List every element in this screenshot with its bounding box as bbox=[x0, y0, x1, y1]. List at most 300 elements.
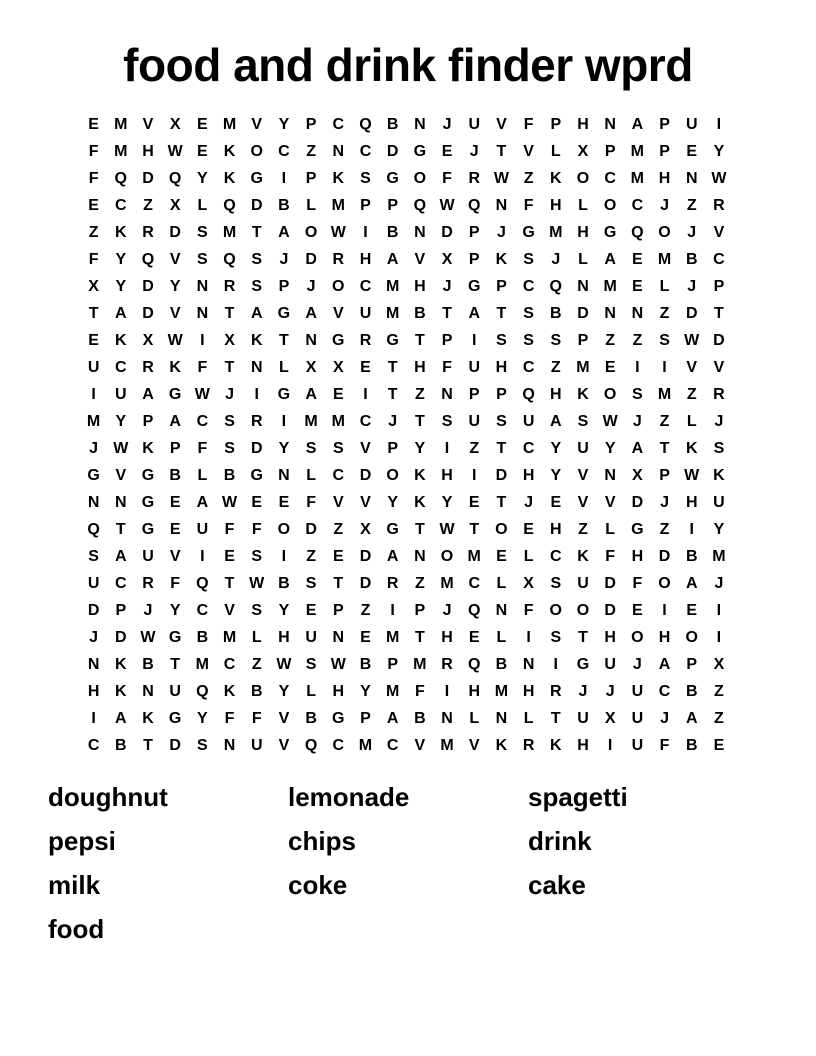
grid-letter: T bbox=[224, 359, 235, 376]
grid-letter: V bbox=[115, 467, 127, 484]
grid-letter: S bbox=[305, 575, 317, 592]
grid-letter: M bbox=[494, 683, 509, 700]
grid-letter: V bbox=[169, 548, 181, 565]
grid-letter: M bbox=[114, 143, 128, 160]
grid-letter: U bbox=[115, 386, 127, 403]
word-item: pepsi bbox=[48, 826, 116, 856]
grid-letter: U bbox=[713, 494, 725, 511]
grid-letter: B bbox=[278, 575, 290, 592]
grid-letter: E bbox=[251, 494, 263, 511]
grid-letter: I bbox=[444, 440, 450, 457]
grid-letter: S bbox=[496, 332, 507, 349]
grid-letter: I bbox=[200, 332, 205, 349]
grid-letter: N bbox=[196, 278, 209, 295]
grid-letter: S bbox=[251, 251, 263, 268]
grid-row bbox=[80, 327, 733, 354]
grid-letter: D bbox=[359, 575, 372, 592]
grid-letter: B bbox=[278, 197, 290, 214]
grid-letter: A bbox=[685, 575, 698, 592]
grid-letter: G bbox=[141, 467, 155, 484]
grid-letter: U bbox=[631, 737, 644, 754]
grid-letter: P bbox=[468, 386, 480, 403]
grid-letter: R bbox=[142, 224, 154, 241]
grid-letter: Y bbox=[115, 278, 127, 295]
grid-letter: D bbox=[305, 251, 317, 268]
grid-letter: G bbox=[522, 224, 535, 241]
grid-letter: Y bbox=[713, 521, 725, 538]
grid-letter: K bbox=[577, 386, 589, 403]
grid-letter: F bbox=[88, 143, 99, 160]
grid-letter: Z bbox=[360, 602, 371, 619]
grid-letter: P bbox=[305, 116, 317, 133]
grid-letter: O bbox=[495, 521, 508, 538]
grid-letter: A bbox=[169, 413, 181, 430]
grid-letter: J bbox=[89, 629, 99, 646]
grid-letter: B bbox=[115, 737, 127, 754]
grid-letter: F bbox=[523, 116, 534, 133]
grid-letter: Q bbox=[87, 521, 100, 538]
grid-letter: J bbox=[388, 413, 398, 430]
grid-letter: O bbox=[658, 224, 671, 241]
grid-letter: A bbox=[468, 305, 480, 322]
grid-letter: C bbox=[115, 575, 127, 592]
grid-letter: E bbox=[686, 143, 698, 160]
grid-letter: S bbox=[197, 251, 208, 268]
grid-letter: X bbox=[169, 116, 181, 133]
grid-letter: V bbox=[332, 494, 344, 511]
word-item: coke bbox=[288, 870, 348, 900]
grid-letter: E bbox=[686, 602, 698, 619]
grid-letter: T bbox=[224, 575, 235, 592]
grid-letter: E bbox=[332, 548, 344, 565]
grid-letter: T bbox=[88, 305, 99, 322]
grid-letter: S bbox=[523, 251, 534, 268]
grid-letter: W bbox=[194, 386, 210, 403]
grid-letter: B bbox=[169, 467, 181, 484]
grid-letter: L bbox=[251, 629, 262, 646]
grid-letter: B bbox=[142, 656, 154, 673]
grid-letter: I bbox=[254, 386, 259, 403]
grid-letter: O bbox=[603, 197, 617, 214]
grid-letter: Z bbox=[578, 521, 588, 538]
grid-letter: A bbox=[386, 548, 399, 565]
grid-letter: M bbox=[549, 224, 563, 241]
grid-letter: O bbox=[603, 386, 617, 403]
grid-letter: J bbox=[714, 413, 724, 430]
grid-letter: L bbox=[659, 278, 670, 295]
grid-letter: D bbox=[115, 629, 127, 646]
grid-letter: J bbox=[632, 656, 642, 673]
grid-letter: H bbox=[658, 170, 671, 187]
grid-letter: V bbox=[577, 494, 589, 511]
grid-letter: T bbox=[387, 359, 398, 376]
grid-letter: V bbox=[468, 737, 480, 754]
grid-letter: J bbox=[660, 494, 669, 511]
grid-letter: I bbox=[471, 332, 477, 349]
grid-row bbox=[80, 219, 733, 246]
grid-letter: D bbox=[631, 494, 644, 511]
grid-letter: O bbox=[576, 602, 590, 619]
grid-letter: U bbox=[604, 656, 616, 673]
grid-letter: H bbox=[87, 683, 100, 700]
word-list-column-2 bbox=[288, 775, 528, 951]
grid-letter: T bbox=[414, 521, 425, 538]
grid-letter: D bbox=[305, 521, 317, 538]
grid-letter: F bbox=[251, 710, 262, 727]
word-item: lemonade bbox=[288, 782, 410, 812]
word-item: drink bbox=[528, 826, 592, 856]
grid-letter: X bbox=[169, 197, 181, 214]
grid-letter: K bbox=[115, 683, 127, 700]
grid-letter: F bbox=[170, 575, 181, 592]
grid-letter: I bbox=[662, 359, 667, 376]
grid-letter: F bbox=[414, 683, 425, 700]
grid-letter: H bbox=[550, 386, 562, 403]
grid-letter: I bbox=[281, 170, 287, 187]
grid-letter: J bbox=[632, 413, 642, 430]
grid-letter: C bbox=[359, 413, 372, 430]
grid-letter: O bbox=[658, 575, 671, 592]
grid-row bbox=[80, 111, 733, 138]
grid-letter: H bbox=[441, 629, 453, 646]
grid-letter: U bbox=[196, 521, 209, 538]
grid-letter: T bbox=[714, 305, 724, 322]
grid-letter: J bbox=[605, 683, 615, 700]
grid-letter: P bbox=[496, 278, 507, 295]
grid-letter: B bbox=[495, 656, 508, 673]
grid-letter: T bbox=[496, 305, 507, 322]
grid-letter: Y bbox=[550, 467, 562, 484]
grid-letter: O bbox=[631, 629, 644, 646]
grid-letter: P bbox=[387, 197, 398, 214]
grid-letter: G bbox=[467, 278, 481, 295]
grid-letter: W bbox=[167, 332, 183, 349]
grid-letter: Z bbox=[88, 224, 99, 241]
grid-letter: J bbox=[524, 494, 534, 511]
grid-letter: T bbox=[224, 305, 235, 322]
grid-letter: J bbox=[714, 575, 724, 592]
grid-letter: G bbox=[87, 467, 100, 484]
grid-letter: Y bbox=[278, 440, 290, 457]
grid-letter: D bbox=[604, 575, 616, 592]
grid-letter: J bbox=[469, 143, 479, 160]
grid-letter: W bbox=[221, 494, 238, 511]
grid-letter: M bbox=[657, 386, 672, 403]
grid-letter: I bbox=[689, 521, 694, 538]
grid-letter: Z bbox=[659, 413, 670, 430]
grid-letter: T bbox=[333, 575, 344, 592]
grid-letter: P bbox=[360, 710, 371, 727]
grid-letter: F bbox=[224, 710, 235, 727]
grid-letter: S bbox=[550, 575, 562, 592]
grid-letter: Y bbox=[197, 170, 208, 187]
grid-letter: T bbox=[496, 494, 507, 511]
grid-letter: W bbox=[249, 575, 265, 592]
grid-letter: M bbox=[358, 737, 373, 754]
grid-letter: B bbox=[250, 683, 263, 700]
grid-letter: I bbox=[553, 656, 558, 673]
grid-letter: N bbox=[495, 197, 508, 214]
grid-letter: S bbox=[632, 386, 643, 403]
grid-letter: H bbox=[550, 197, 562, 214]
grid-letter: S bbox=[550, 629, 562, 646]
grid-letter: P bbox=[115, 602, 127, 619]
grid-letter: V bbox=[713, 359, 725, 376]
grid-letter: S bbox=[550, 332, 562, 349]
word-item: milk bbox=[48, 870, 101, 900]
grid-letter: S bbox=[224, 413, 235, 430]
grid-letter: H bbox=[604, 629, 616, 646]
grid-letter: Z bbox=[143, 197, 153, 214]
grid-letter: Y bbox=[197, 710, 208, 727]
grid-letter: E bbox=[360, 359, 371, 376]
grid-row bbox=[80, 543, 733, 570]
grid-letter: J bbox=[660, 710, 669, 727]
grid-letter: I bbox=[471, 467, 477, 484]
grid-letter: B bbox=[685, 251, 698, 268]
grid-letter: L bbox=[306, 197, 316, 214]
grid-letter: I bbox=[281, 413, 287, 430]
grid-letter: P bbox=[332, 602, 344, 619]
grid-letter: C bbox=[359, 278, 372, 295]
grid-letter: S bbox=[577, 413, 589, 430]
grid-letter: N bbox=[332, 143, 345, 160]
grid-letter: F bbox=[523, 602, 534, 619]
grid-letter: C bbox=[332, 467, 345, 484]
grid-letter: S bbox=[659, 332, 670, 349]
grid-row bbox=[80, 408, 733, 435]
grid-letter: U bbox=[577, 710, 589, 727]
grid-letter: K bbox=[414, 467, 426, 484]
grid-letter: C bbox=[196, 602, 209, 619]
grid-letter: L bbox=[523, 710, 534, 727]
grid-letter: K bbox=[142, 710, 154, 727]
grid-letter: L bbox=[550, 143, 561, 160]
grid-letter: K bbox=[495, 737, 508, 754]
grid-letter: U bbox=[169, 683, 181, 700]
grid-letter: P bbox=[142, 413, 154, 430]
grid-letter: V bbox=[414, 737, 426, 754]
grid-letter: N bbox=[577, 278, 589, 295]
grid-letter: H bbox=[522, 683, 535, 700]
grid-letter: A bbox=[685, 710, 698, 727]
grid-letter: R bbox=[359, 332, 372, 349]
grid-letter: M bbox=[86, 413, 101, 430]
grid-row bbox=[80, 651, 733, 678]
grid-letter: W bbox=[113, 440, 129, 457]
grid-letter: V bbox=[686, 359, 698, 376]
grid-letter: M bbox=[222, 629, 237, 646]
grid-letter: E bbox=[88, 197, 99, 214]
grid-letter: W bbox=[493, 170, 509, 187]
grid-letter: K bbox=[332, 170, 345, 187]
grid-letter: M bbox=[114, 116, 128, 133]
grid-letter: P bbox=[496, 386, 507, 403]
grid-letter: U bbox=[577, 440, 589, 457]
grid-letter: E bbox=[224, 548, 235, 565]
grid-letter: S bbox=[441, 413, 453, 430]
grid-letter: D bbox=[386, 143, 399, 160]
grid-letter: S bbox=[224, 440, 235, 457]
grid-letter: T bbox=[115, 521, 126, 538]
grid-letter: L bbox=[578, 197, 588, 214]
grid-letter: G bbox=[168, 629, 182, 646]
grid-letter: R bbox=[250, 413, 263, 430]
grid-letter: K bbox=[169, 359, 181, 376]
grid-letter: C bbox=[332, 737, 345, 754]
grid-letter: Z bbox=[523, 170, 534, 187]
grid-letter: I bbox=[716, 629, 722, 646]
grid-letter: F bbox=[306, 494, 316, 511]
grid-letter: R bbox=[142, 359, 154, 376]
grid-letter: X bbox=[577, 143, 589, 160]
grid-letter: B bbox=[685, 548, 698, 565]
grid-letter: W bbox=[140, 629, 156, 646]
grid-letter: G bbox=[386, 521, 399, 538]
grid-letter: K bbox=[115, 224, 127, 241]
grid-letter: P bbox=[305, 170, 317, 187]
grid-letter: Y bbox=[115, 251, 127, 268]
grid-letter: C bbox=[87, 737, 100, 754]
grid-letter: H bbox=[685, 494, 698, 511]
grid-letter: B bbox=[685, 683, 698, 700]
grid-letter: W bbox=[684, 332, 700, 349]
grid-letter: I bbox=[662, 602, 667, 619]
grid-letter: C bbox=[223, 656, 236, 673]
grid-letter: C bbox=[658, 683, 671, 700]
grid-letter: A bbox=[142, 386, 154, 403]
grid-letter: C bbox=[604, 170, 616, 187]
grid-letter: D bbox=[441, 224, 453, 241]
grid-letter: K bbox=[223, 683, 236, 700]
grid-letter: L bbox=[469, 710, 480, 727]
grid-letter: Y bbox=[115, 413, 127, 430]
grid-letter: D bbox=[359, 548, 372, 565]
grid-letter: V bbox=[224, 602, 235, 619]
grid-letter: I bbox=[716, 602, 722, 619]
grid-letter: X bbox=[441, 251, 453, 268]
grid-letter: K bbox=[223, 170, 236, 187]
grid-letter: U bbox=[631, 683, 644, 700]
grid-letter: Q bbox=[467, 602, 481, 619]
grid-letter: C bbox=[522, 440, 535, 457]
grid-letter: S bbox=[305, 440, 317, 457]
grid-letter: S bbox=[360, 170, 371, 187]
grid-letter: L bbox=[306, 467, 316, 484]
grid-letter: E bbox=[169, 521, 181, 538]
grid-row bbox=[80, 597, 733, 624]
grid-letter: D bbox=[495, 467, 508, 484]
grid-letter: E bbox=[468, 494, 480, 511]
grid-letter: D bbox=[685, 305, 698, 322]
grid-letter: D bbox=[142, 278, 154, 295]
grid-letter: Z bbox=[605, 332, 616, 349]
grid-letter: N bbox=[196, 305, 209, 322]
grid-letter: J bbox=[551, 251, 561, 268]
grid-letter: I bbox=[281, 548, 287, 565]
grid-letter: H bbox=[631, 548, 644, 565]
grid-letter: Z bbox=[414, 575, 425, 592]
grid-letter: F bbox=[523, 197, 534, 214]
grid-letter: A bbox=[115, 710, 127, 727]
grid-letter: Z bbox=[632, 332, 643, 349]
grid-letter: G bbox=[332, 710, 345, 727]
grid-letter: Q bbox=[168, 170, 182, 187]
grid-row bbox=[80, 705, 733, 732]
grid-letter: A bbox=[604, 251, 616, 268]
grid-letter: C bbox=[468, 575, 480, 592]
grid-row bbox=[80, 732, 733, 759]
grid-letter: S bbox=[251, 548, 263, 565]
grid-letter: V bbox=[142, 116, 154, 133]
grid-letter: Y bbox=[550, 440, 562, 457]
grid-letter: G bbox=[386, 332, 399, 349]
grid-letter: T bbox=[659, 440, 670, 457]
grid-letter: M bbox=[440, 737, 454, 754]
grid-letter: V bbox=[278, 737, 290, 754]
word-list bbox=[48, 775, 768, 951]
grid-letter: G bbox=[141, 521, 155, 538]
grid-letter: J bbox=[496, 224, 506, 241]
grid-letter: Y bbox=[713, 143, 725, 160]
grid-letter: Z bbox=[714, 683, 724, 700]
grid-letter: N bbox=[604, 467, 616, 484]
grid-row bbox=[80, 300, 733, 327]
grid-letter: S bbox=[88, 548, 99, 565]
grid-letter: Z bbox=[686, 386, 697, 403]
grid-row bbox=[80, 192, 733, 219]
grid-letter: C bbox=[631, 197, 644, 214]
grid-letter: Y bbox=[169, 278, 181, 295]
grid-letter: H bbox=[658, 629, 671, 646]
grid-letter: Q bbox=[223, 251, 236, 268]
grid-letter: E bbox=[523, 521, 534, 538]
grid-letter: M bbox=[222, 224, 237, 241]
grid-letter: R bbox=[142, 575, 154, 592]
grid-letter: C bbox=[278, 143, 290, 160]
grid-letter: P bbox=[387, 440, 398, 457]
grid-letter: E bbox=[332, 386, 344, 403]
grid-letter: R bbox=[713, 386, 725, 403]
grid-letter: M bbox=[331, 413, 345, 430]
grid-letter: G bbox=[386, 170, 399, 187]
grid-letter: Q bbox=[304, 737, 318, 754]
grid-letter: F bbox=[224, 521, 235, 538]
grid-letter: X bbox=[604, 710, 616, 727]
grid-letter: Z bbox=[469, 440, 480, 457]
grid-letter: J bbox=[578, 683, 588, 700]
grid-letter: O bbox=[332, 278, 345, 295]
grid-letter: A bbox=[115, 548, 127, 565]
grid-letter: B bbox=[414, 305, 426, 322]
grid-letter: M bbox=[576, 359, 590, 376]
grid-letter: W bbox=[330, 224, 346, 241]
grid-letter: Y bbox=[441, 494, 453, 511]
grid-letter: T bbox=[143, 737, 153, 754]
grid-letter: M bbox=[657, 251, 672, 268]
grid-letter: U bbox=[685, 116, 698, 133]
grid-letter: L bbox=[496, 575, 507, 592]
grid-letter: N bbox=[414, 548, 426, 565]
grid-letter: N bbox=[250, 359, 263, 376]
word-item: chips bbox=[288, 826, 356, 856]
grid-letter: O bbox=[549, 602, 562, 619]
grid-letter: H bbox=[577, 116, 589, 133]
grid-letter: L bbox=[197, 467, 208, 484]
grid-letter: J bbox=[687, 224, 697, 241]
grid-letter: M bbox=[385, 305, 400, 322]
grid-letter: Q bbox=[467, 197, 481, 214]
